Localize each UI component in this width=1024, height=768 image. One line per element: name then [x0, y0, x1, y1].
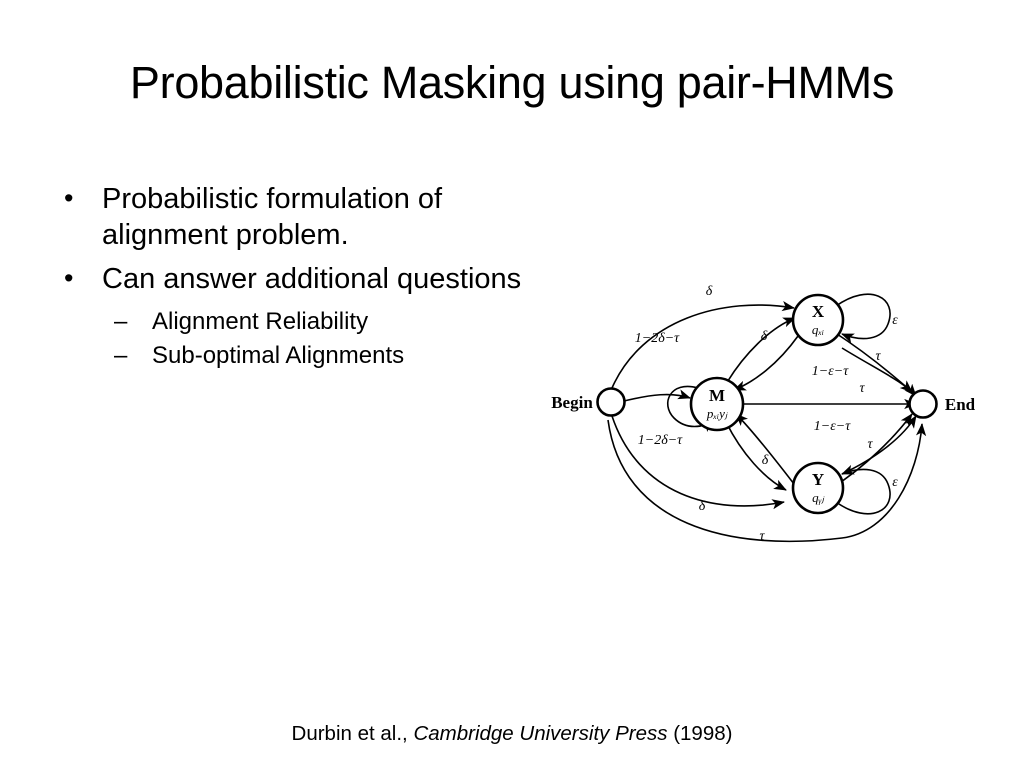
edge-label: δ: [698, 499, 706, 514]
list-item: [56, 306, 536, 338]
list-item-text: Probabilistic formulation of alignment problem.: [102, 183, 443, 251]
list-item: [56, 340, 536, 372]
pair-hmm-svg: [512, 262, 1002, 552]
edge-label: δ: [760, 329, 768, 344]
edge-label: ε: [892, 313, 898, 328]
node-label-begin: Begin: [551, 393, 593, 412]
credit-source: Cambridge University Press: [413, 722, 668, 745]
credit-year: (1998): [667, 722, 733, 745]
list-item-text: Alignment Reliability: [152, 307, 369, 335]
node-label-end: End: [944, 395, 976, 414]
node-sublabel-x: qₓᵢ: [811, 322, 825, 337]
source-credit: [0, 722, 1024, 746]
page-title: Probabilistic Masking using pair-HMMs: [129, 57, 895, 108]
edge-label: τ: [759, 529, 765, 544]
edge-label: δ: [705, 284, 713, 299]
credit-author: Durbin et al.,: [291, 722, 414, 745]
node-label-x: X: [811, 302, 825, 321]
edge-label: τ: [867, 437, 873, 452]
edge-label: 1−ε−τ: [813, 419, 851, 434]
edge-label: ε: [892, 475, 898, 490]
edge-label: 1−ε−τ: [811, 364, 849, 379]
node-label-y: Y: [811, 470, 825, 489]
bullet-list: [56, 182, 536, 374]
bullet-marker: •: [64, 262, 74, 293]
node-end: [910, 391, 937, 418]
node-sublabel-y: qᵧⱼ: [812, 490, 824, 505]
edge-label: τ: [859, 381, 865, 396]
node-sublabel-m: pₓᵢyⱼ: [706, 406, 728, 421]
list-item: [56, 262, 536, 298]
bullet-marker: –: [114, 307, 128, 335]
list-item: [56, 182, 536, 254]
list-item-text: Can answer additional questions: [102, 262, 522, 295]
node-label-m: M: [708, 386, 726, 405]
edge-label: 1−2δ−τ: [634, 331, 680, 346]
edge-label: 1−2δ−τ: [637, 433, 683, 448]
list-item-text: Sub-optimal Alignments: [152, 342, 405, 370]
edge-label: τ: [875, 349, 881, 364]
bullet-marker: •: [64, 183, 74, 213]
edge-label: δ: [761, 453, 769, 468]
node-begin: [598, 389, 625, 416]
bullet-marker: –: [114, 342, 128, 370]
pair-hmm-diagram: [512, 262, 1002, 552]
